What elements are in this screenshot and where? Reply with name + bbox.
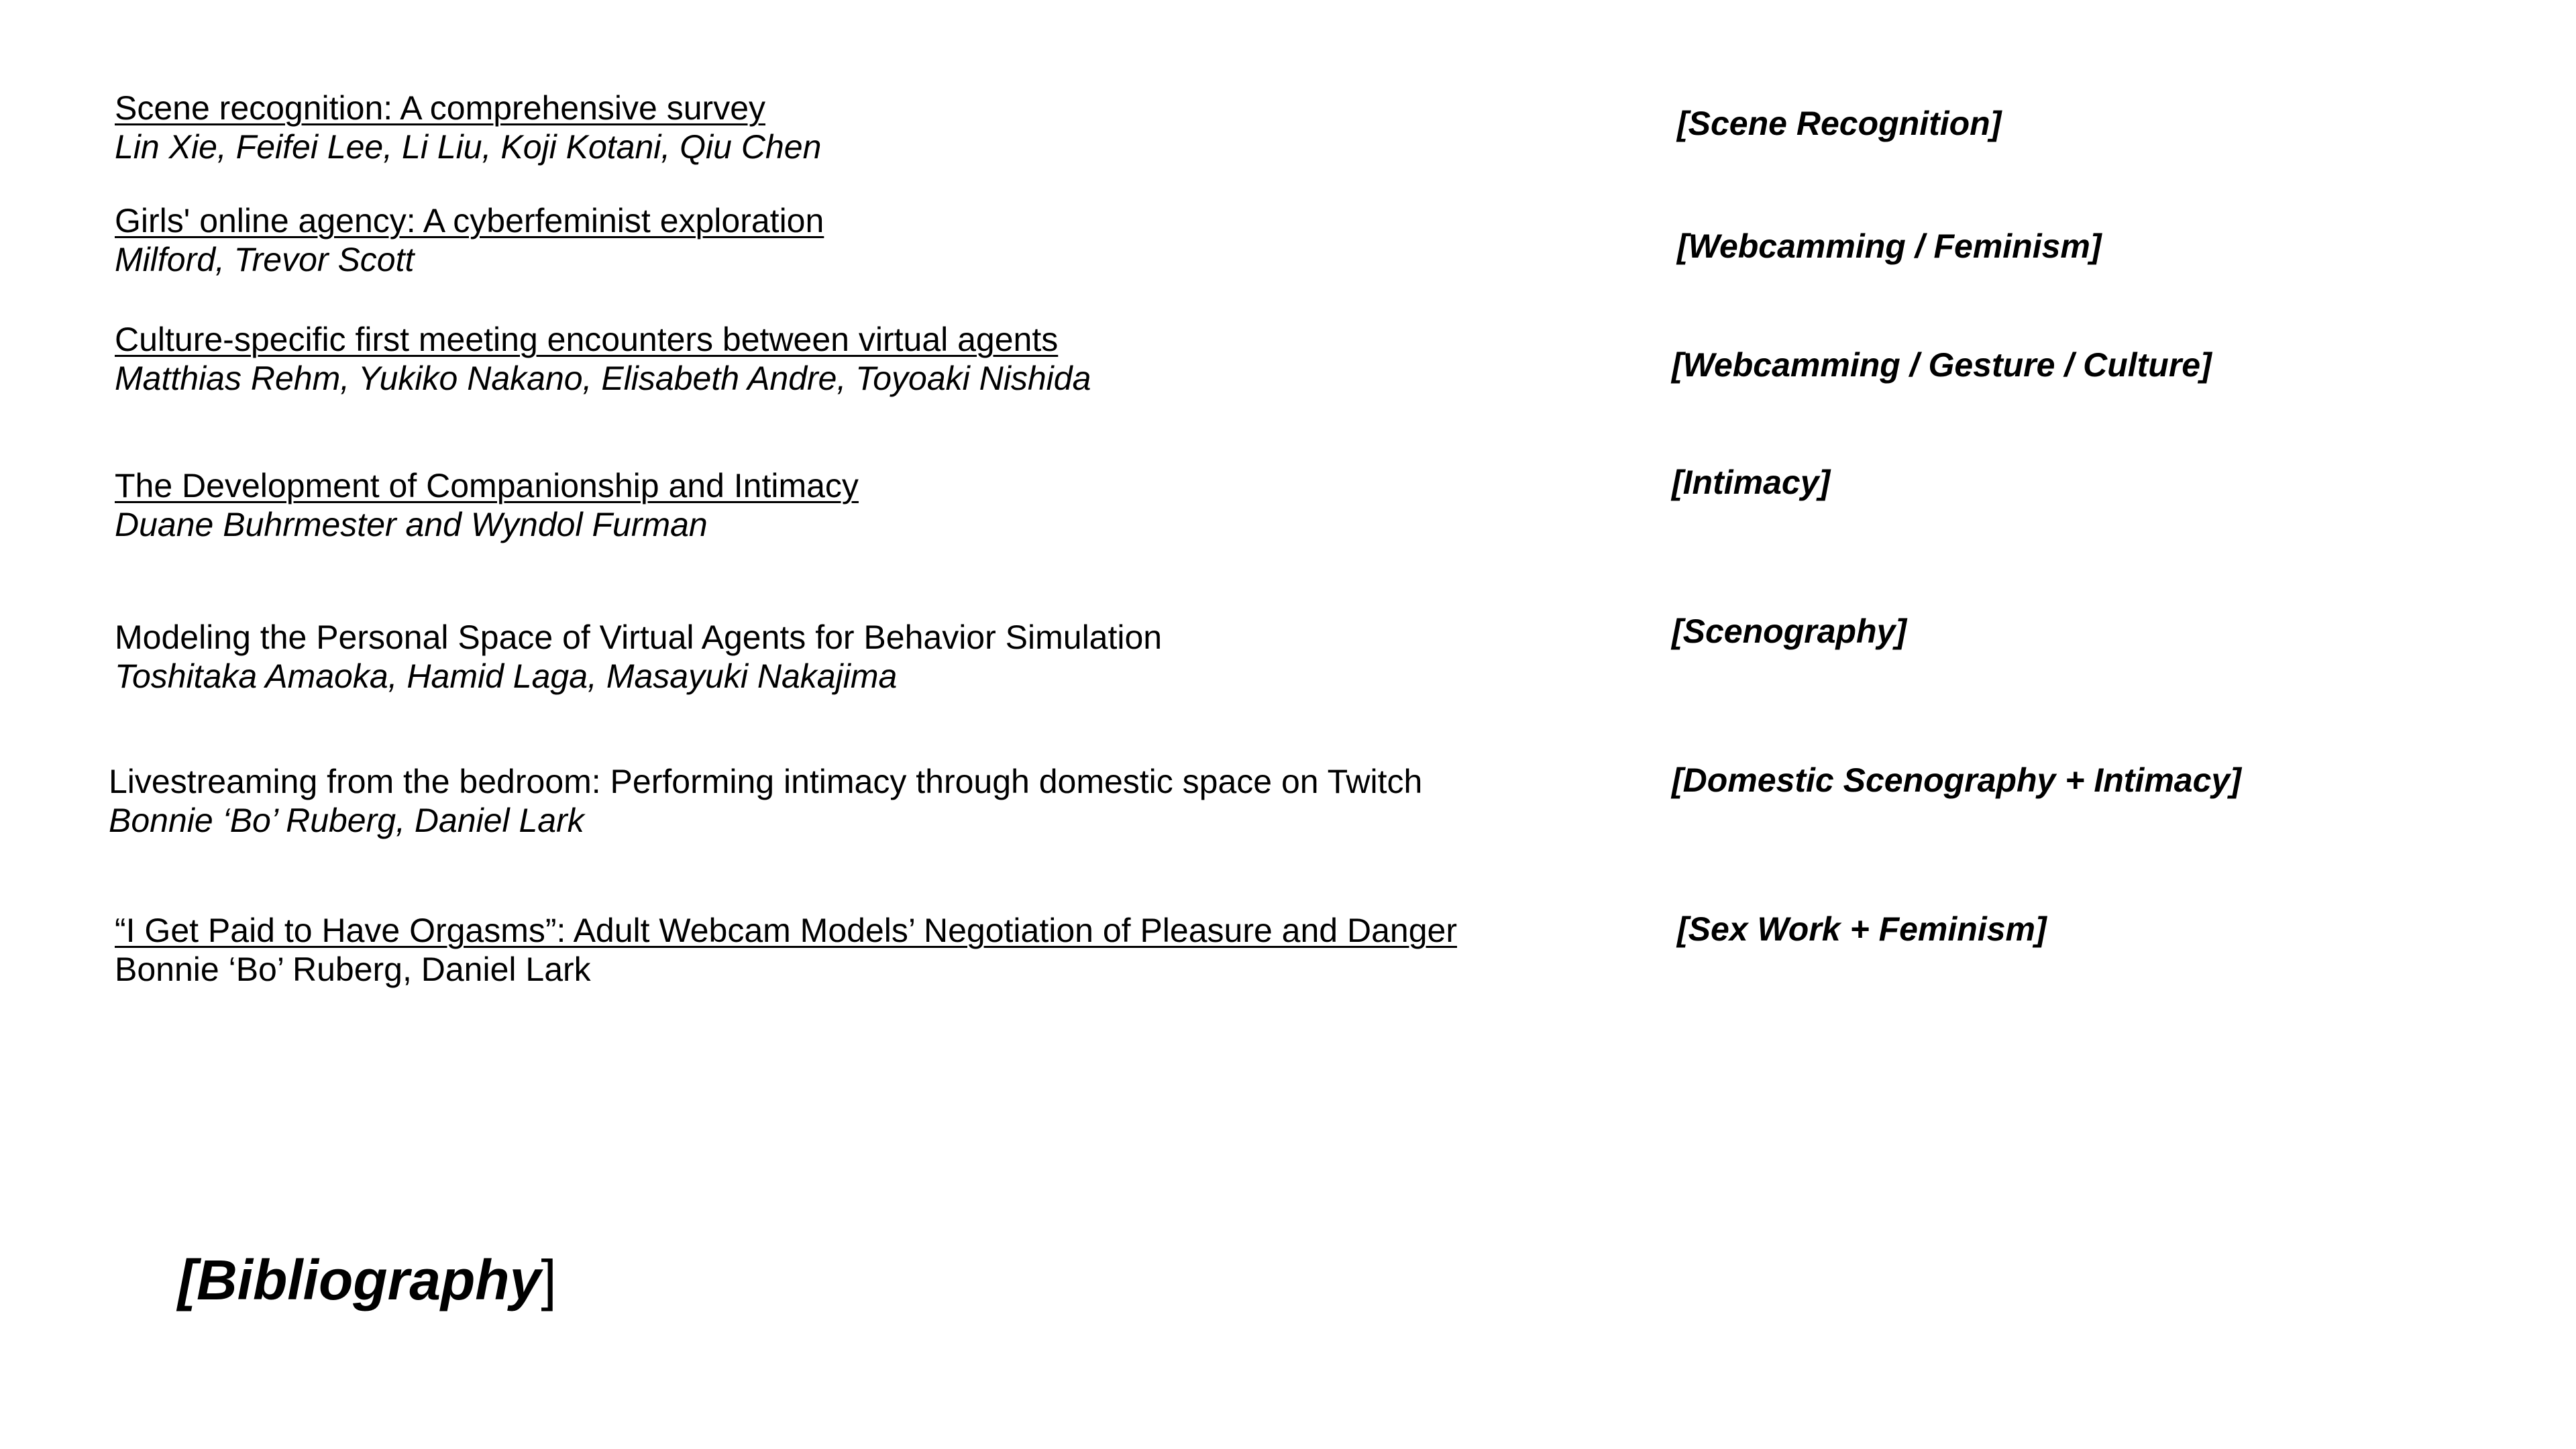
entry-title-link[interactable]: The Development of Companionship and Intimacy bbox=[115, 467, 859, 504]
bibliography-entry bbox=[115, 911, 1457, 989]
bibliography-entry bbox=[115, 466, 859, 544]
bibliography-entry bbox=[115, 201, 824, 279]
entry-tag: [Webcamming / Gesture / Culture] bbox=[1672, 346, 2212, 384]
entry-authors: Milford, Trevor Scott bbox=[115, 241, 415, 278]
entry-title-link[interactable]: “I Get Paid to Have Orgasms”: Adult Webcam Models’ Negotiation of Pleasure and Danger bbox=[115, 912, 1457, 949]
heading-bracket: ] bbox=[541, 1248, 557, 1311]
page-heading bbox=[178, 1246, 557, 1313]
entry-tag: [Sex Work + Feminism] bbox=[1677, 910, 2047, 948]
entry-title: Modeling the Personal Space of Virtual Agents for Behavior Simulation bbox=[115, 619, 1163, 656]
entry-title: Livestreaming from the bedroom: Performing intimacy through domestic space on Twitch bbox=[109, 763, 1423, 800]
entry-tag: [Domestic Scenography + Intimacy] bbox=[1672, 761, 2241, 799]
entry-authors: Bonnie ‘Bo’ Ruberg, Daniel Lark bbox=[115, 951, 591, 988]
entry-tag: [Intimacy] bbox=[1672, 464, 1831, 501]
entry-title-link[interactable]: Girls' online agency: A cyberfeminist exploration bbox=[115, 202, 824, 239]
bibliography-entry bbox=[115, 320, 1091, 398]
entry-authors: Matthias Rehm, Yukiko Nakano, Elisabeth Andre, Toyoaki Nishida bbox=[115, 360, 1091, 397]
bibliography-entry bbox=[109, 762, 1422, 840]
entry-tag: [Webcamming / Feminism] bbox=[1677, 227, 2102, 265]
entry-title-link[interactable]: Scene recognition: A comprehensive survey bbox=[115, 89, 765, 127]
entry-tag: [Scene Recognition] bbox=[1677, 105, 2002, 142]
bibliography-entry bbox=[115, 618, 1162, 696]
entry-authors: Toshitaka Amaoka, Hamid Laga, Masayuki Nakajima bbox=[115, 657, 898, 695]
bibliography-entry bbox=[115, 89, 821, 166]
entry-tag: [Scenography] bbox=[1672, 612, 1907, 650]
entry-authors: Duane Buhrmester and Wyndol Furman bbox=[115, 506, 708, 543]
heading-label: [Bibliography bbox=[178, 1248, 541, 1311]
entry-authors: Lin Xie, Feifei Lee, Li Liu, Koji Kotani, Qiu Chen bbox=[115, 128, 822, 166]
entry-title-link[interactable]: Culture-specific first meeting encounters between virtual agents bbox=[115, 321, 1059, 358]
entry-authors: Bonnie ‘Bo’ Ruberg, Daniel Lark bbox=[109, 802, 584, 839]
